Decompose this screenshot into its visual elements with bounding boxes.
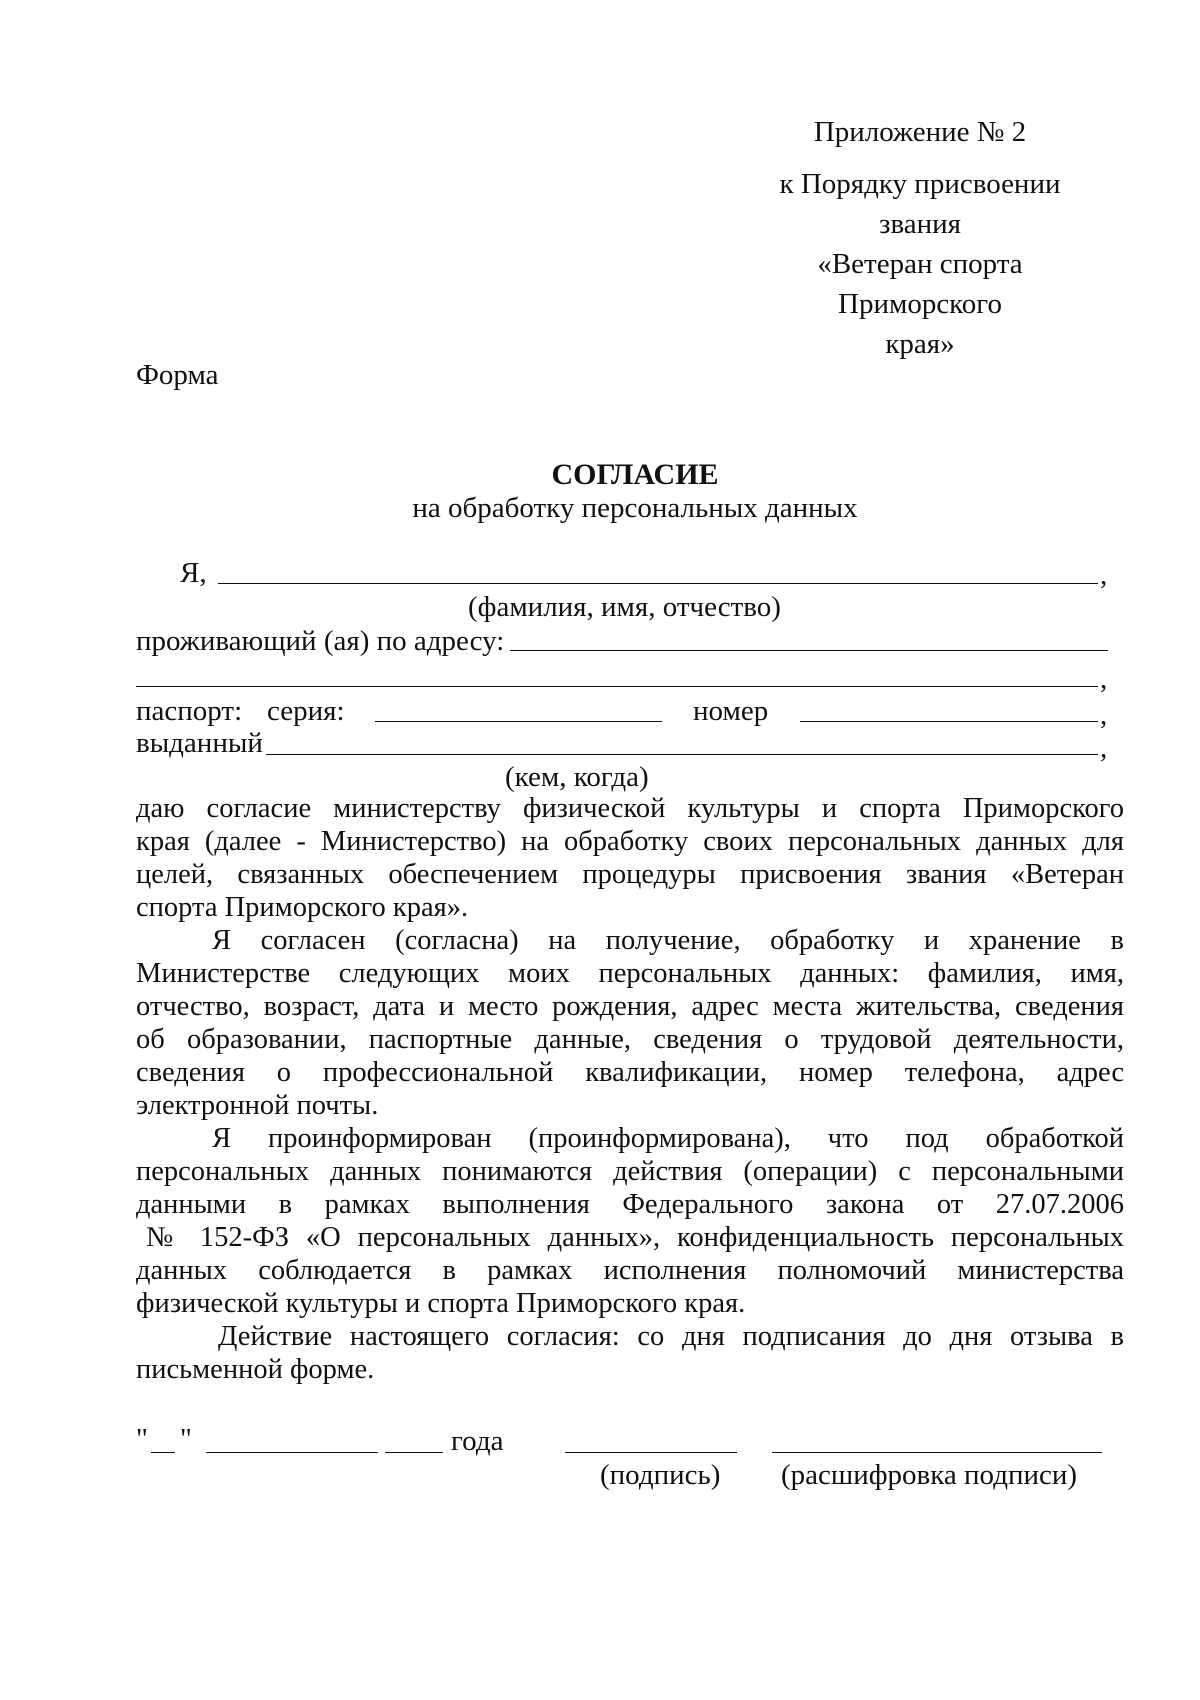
paragraph-line: персональных данных понимаются действия (операции) с персональными	[136, 1156, 1124, 1187]
paragraph-line: данных соблюдается в рамках исполнения полномочий министерства	[136, 1255, 1124, 1286]
appendix-header	[735, 112, 1105, 364]
number-comma: ,	[1100, 699, 1108, 731]
appendix-line-2: «Ветеран спорта Приморского	[817, 248, 1023, 320]
paragraph-line: спорта Приморского края».	[136, 892, 469, 923]
paragraph-line: Действие настоящего согласия: со дня подписания до дня отзыва в	[218, 1321, 1124, 1352]
paragraph-line: Я согласен (согласна) на получение, обработку и хранение в	[212, 925, 1124, 956]
signature-line[interactable]	[565, 1452, 737, 1453]
address-label: проживающий (ая) по адресу:	[136, 625, 505, 657]
paragraph-line: Министерстве следующих моих персональных данных: фамилия, имя,	[136, 958, 1124, 989]
appendix-number: Приложение № 2	[813, 116, 1027, 148]
paragraph-data-list	[136, 924, 1124, 1122]
appendix-line-1: к Порядку присвоении звания	[779, 168, 1061, 240]
paragraph-line: об образовании, паспортные данные, сведения о трудовой деятельности,	[136, 1024, 1124, 1055]
issued-label: выданный	[136, 727, 263, 759]
number-label: номер	[693, 695, 769, 727]
paragraph-line: данными в рамках выполнения Федерального закона от 27.07.2006	[136, 1189, 1124, 1220]
document-title: СОГЛАСИЕ	[551, 458, 719, 491]
day-line[interactable]	[151, 1452, 175, 1453]
year-label: года	[451, 1425, 504, 1457]
signature-caption: (подпись)	[600, 1459, 721, 1491]
paragraph-line: отчество, возраст, дата и место рождения, адрес места жительства, сведения	[136, 991, 1124, 1022]
paragraph-line: электронной почты.	[136, 1090, 379, 1121]
fio-line[interactable]	[218, 583, 1098, 584]
issued-comma: ,	[1100, 732, 1108, 764]
signature-decode-caption: (расшифровка подписи)	[781, 1459, 1078, 1491]
paragraph-line: Я проинформирован (проинформирована), что под обработкой	[212, 1123, 1124, 1154]
signature-decode-line[interactable]	[772, 1452, 1102, 1453]
paragraph-consent	[136, 792, 1124, 924]
paragraph-line: целей, связанных обеспечением процедуры присвоения звания «Ветеран	[136, 859, 1124, 890]
month-line[interactable]	[206, 1452, 378, 1453]
passport-label: паспорт:	[136, 695, 243, 727]
fio-comma: ,	[1100, 559, 1108, 591]
document-subtitle: на обработку персональных данных	[412, 492, 858, 524]
address-comma: ,	[1100, 663, 1108, 695]
paragraph-line: № 152-ФЗ «О персональных данных», конфиденциальность персональных	[146, 1222, 1124, 1253]
issued-caption: (кем, когда)	[505, 761, 649, 793]
date-quote-close: "	[180, 1423, 192, 1455]
year-line[interactable]	[385, 1452, 443, 1453]
paragraph-validity	[136, 1320, 1124, 1386]
paragraph-informed	[136, 1122, 1124, 1320]
paragraph-line: края (далее - Министерство) на обработку своих персональных данных для	[136, 826, 1124, 857]
i-label: Я,	[180, 557, 207, 589]
appendix-line-3: края»	[885, 328, 955, 360]
date-quote-open: "	[136, 1423, 148, 1455]
paragraph-line: даю согласие министерству физической культуры и спорта Приморского	[136, 793, 1124, 824]
address-line-2[interactable]	[136, 686, 1098, 687]
address-line-1[interactable]	[510, 650, 1108, 651]
series-line[interactable]	[375, 721, 662, 722]
fio-caption: (фамилия, имя, отчество)	[468, 591, 781, 623]
paragraph-line: сведения о профессиональной квалификации, номер телефона, адрес	[136, 1057, 1124, 1088]
paragraph-line: письменной форме.	[136, 1354, 375, 1385]
passport-number-line[interactable]	[800, 721, 1098, 722]
series-label: серия:	[267, 695, 345, 727]
issued-line[interactable]	[266, 754, 1098, 755]
form-label: Форма	[136, 359, 219, 391]
paragraph-line: физической культуры и спорта Приморского края.	[136, 1288, 746, 1319]
